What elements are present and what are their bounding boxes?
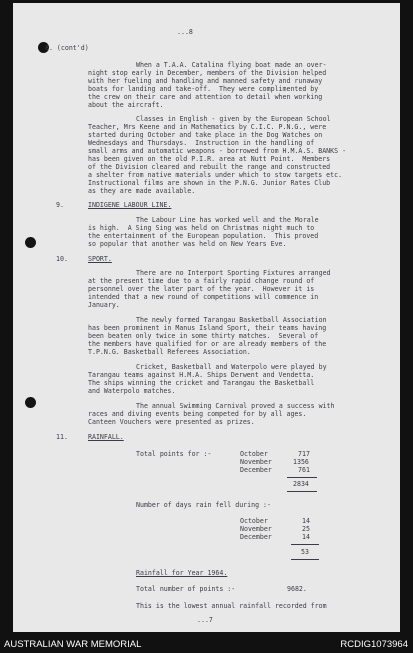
paragraph-line: has been given on the old P.I.R. area at Nutt Point. Members — [88, 155, 331, 163]
paragraph-line: of the Division cleared and rebuilt the range and constructed — [88, 163, 331, 171]
year-points-label: Total number of points :- — [136, 585, 236, 593]
paragraph-line: Classes in English - given by the European School — [136, 115, 331, 123]
paragraph-line: Teacher, Mrs Keene and in Mathematics by C.I.C. P.N.G., were — [88, 123, 327, 131]
sum-rule — [291, 559, 319, 560]
lowest-rainfall-note: This is the lowest annual rainfall recorded from — [136, 602, 327, 610]
paragraph-line: The Labour Line has worked well and the Morale — [136, 216, 319, 224]
paragraph-line: night stop early in December, members of the Division helped — [88, 69, 327, 77]
paragraph-line: the entertainment of the European population. This proved — [88, 232, 319, 240]
rainfall-month: October — [240, 517, 268, 525]
paragraph-line: Cricket, Basketball and Waterpolo were played by — [136, 363, 327, 371]
paragraph-line: has been prominent in Manus Island Sport, their teams having — [88, 324, 327, 332]
points-total: 2834 — [293, 480, 309, 488]
paragraph-line: about the aircraft. — [88, 101, 164, 109]
paragraph-line: is high. A Sing Sing was held on Christmas night much to — [88, 224, 315, 232]
paragraph-line: The newly formed Tarangau Basketball Association — [136, 316, 327, 324]
paragraph-line: Tarangau teams against H.M.A. Ships Derwent and Vendetta. — [88, 371, 315, 379]
paragraph-line: small arms and automatic weapons - borrowed from H.M.A.S. BANKS - — [88, 147, 347, 155]
days-total: 53 — [301, 548, 309, 556]
paragraph-line: races and diving events being competed for by all ages. — [88, 410, 307, 418]
paragraph-line: been beaten only twice in some thirty matches. Several of — [88, 332, 319, 340]
rainfall-month: October — [240, 450, 268, 458]
paragraph-line: January. — [88, 301, 120, 309]
paragraph-line: as they are made available. — [88, 187, 196, 195]
rainfall-value: 25 — [302, 525, 310, 533]
paragraph-line: Instructional films are shown in the P.N.G. Junior Rates Club — [88, 179, 331, 187]
paragraph-line: boats for landing and take-off. They were complimented by — [88, 85, 319, 93]
year-rainfall-heading: Rainfall for Year 1964. — [136, 569, 228, 577]
paragraph-line: started during October and take place in the Dog Watches on — [88, 131, 323, 139]
sum-rule — [287, 477, 317, 478]
paragraph-line: personnel over the later part of the year. However it is — [88, 285, 315, 293]
continued-page-number: ...7 — [197, 616, 213, 624]
section-heading-indigene-labour-line: INDIGENE LABOUR LINE. — [88, 201, 172, 209]
paragraph-line: There are no Interport Sporting Fixtures arranged — [136, 269, 331, 277]
rainfall-value: 761 — [298, 466, 310, 474]
paragraph-line: the members have qualified for or are already members of the — [88, 340, 327, 348]
paragraph-line: intended that a new round of competitions will commence in — [88, 293, 319, 301]
section-continued-label: 8. (cont'd) — [45, 44, 89, 52]
archive-footer-bar — [0, 636, 413, 653]
paragraph-line: The annual Swimming Carnival proved a success with — [136, 402, 335, 410]
paragraph-line: When a T.A.A. Catalina flying boat made an over- — [136, 61, 327, 69]
paragraph-line: T.P.N.G. Basketball Referees Association. — [88, 348, 251, 356]
punch-hole-bottom — [25, 397, 36, 408]
points-label: Total points for :- — [136, 450, 212, 458]
sum-rule — [287, 491, 317, 492]
paragraph-line: Canteen Vouchers were presented as prizes. — [88, 418, 255, 426]
archive-record-id: RCDIG1073964 — [340, 639, 408, 650]
paragraph-line: so popular that another was held on New Years Eve. — [88, 240, 287, 248]
paragraph-line: a shelter from native materials under which to stow targets etc. — [88, 171, 343, 179]
paragraph-line: with her fueling and handling and manned safety and runaway — [88, 77, 323, 85]
rainfall-month: December — [240, 466, 272, 474]
days-label: Number of days rain fell during :- — [136, 501, 271, 509]
rainfall-month: November — [240, 458, 272, 466]
punch-hole-middle — [25, 237, 36, 248]
document-page — [13, 3, 400, 632]
section-heading-sport: SPORT. — [88, 255, 112, 263]
rainfall-month: December — [240, 533, 272, 541]
section-number: 10. — [56, 255, 68, 263]
rainfall-value: 1356 — [293, 458, 309, 466]
sum-rule — [291, 544, 319, 545]
archive-name: AUSTRALIAN WAR MEMORIAL — [4, 639, 142, 650]
page-number: ...8 — [177, 28, 193, 36]
rainfall-value: 717 — [298, 450, 310, 458]
section-number: 11. — [56, 433, 68, 441]
year-points-value: 9682. — [287, 585, 307, 593]
paragraph-line: and Waterpolo matches. — [88, 387, 176, 395]
paragraph-line: the crew on their care and attention to detail when working — [88, 93, 323, 101]
rainfall-value: 14 — [302, 533, 310, 541]
section-heading-rainfall: RAINFALL. — [88, 433, 124, 441]
section-number: 9. — [56, 201, 64, 209]
paragraph-line: at the present time due to a fairly rapid change round of — [88, 277, 315, 285]
rainfall-value: 14 — [302, 517, 310, 525]
rainfall-month: November — [240, 525, 272, 533]
paragraph-line: Wednesdays and Thursdays. Instruction in the handling of — [88, 139, 315, 147]
paragraph-line: The ships winning the cricket and Tarangau the Basketball — [88, 379, 315, 387]
